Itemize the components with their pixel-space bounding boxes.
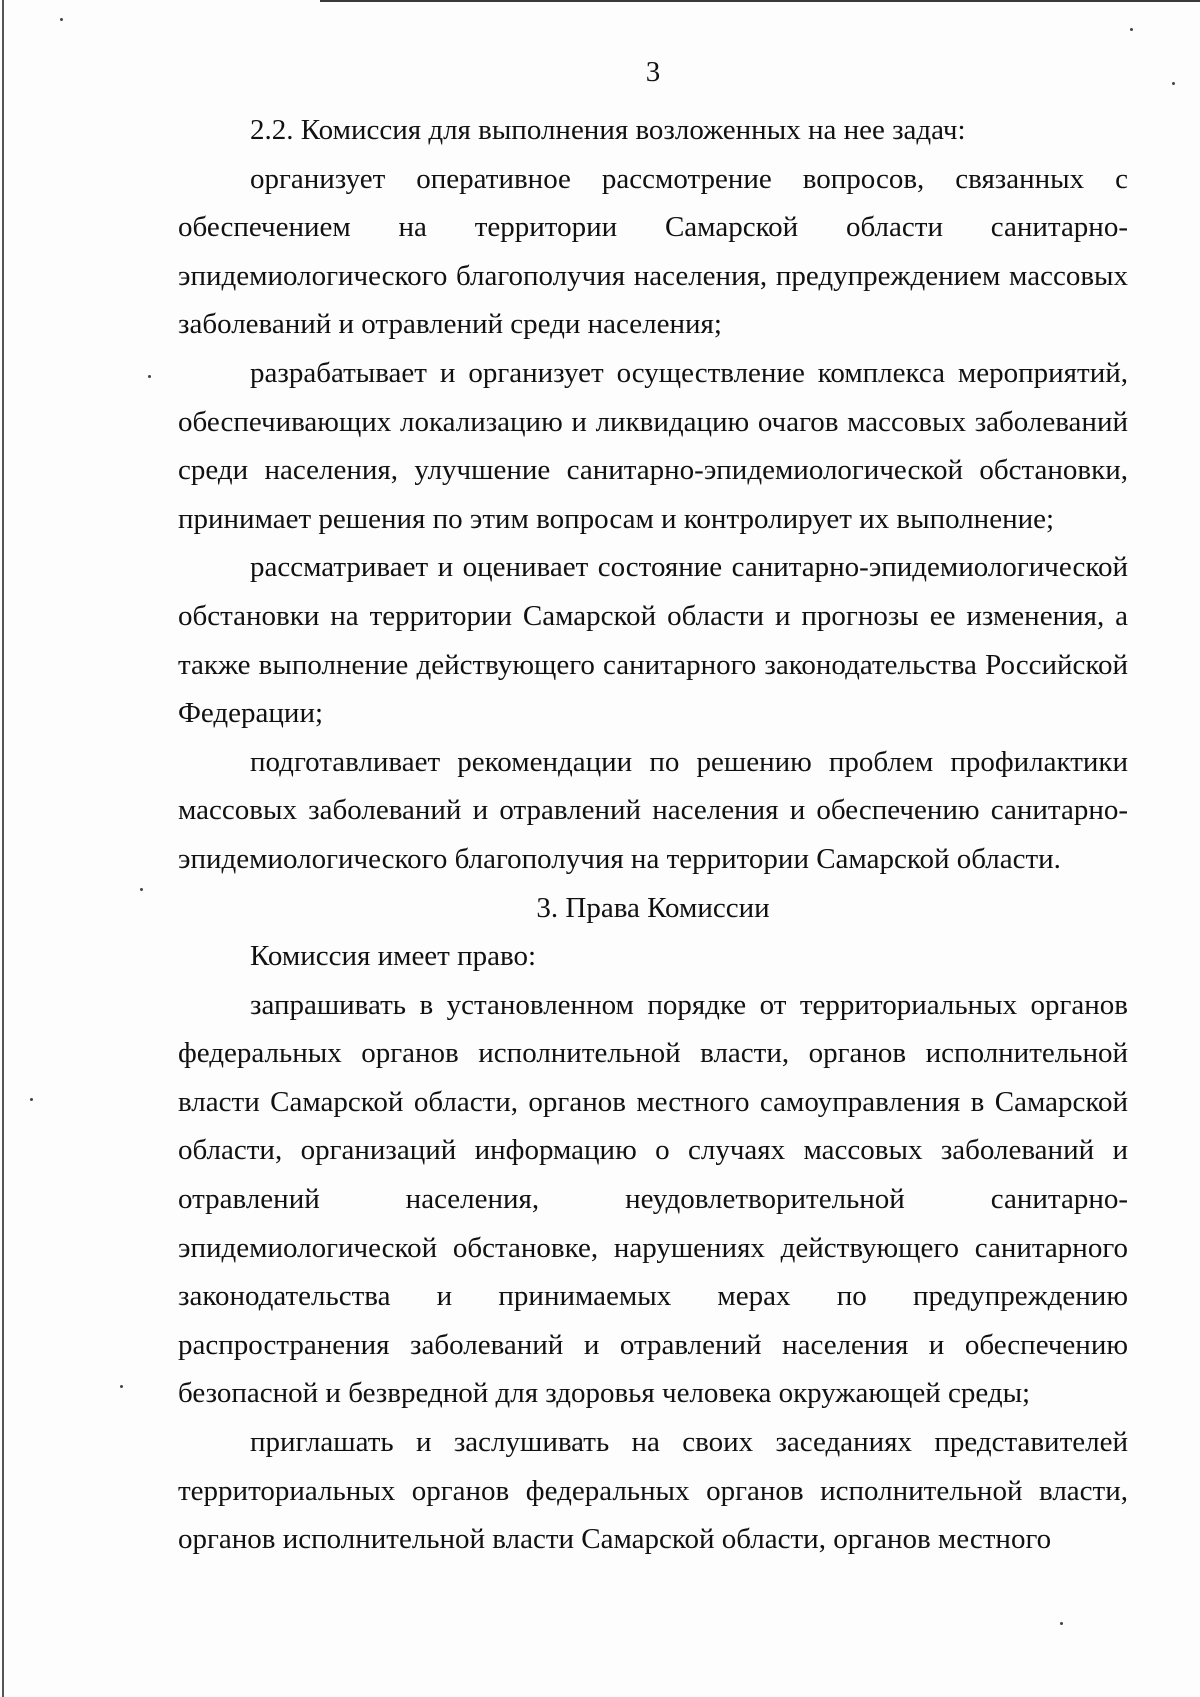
scan-speck <box>30 1098 33 1101</box>
scan-speck <box>1130 28 1133 31</box>
scan-top-edge <box>320 0 1200 2</box>
document-body <box>178 106 1128 1564</box>
paragraph-2-2: 2.2. Комиссия для выполнения возложенных на нее задач: <box>250 114 966 146</box>
scan-speck <box>1172 82 1175 85</box>
scan-speck <box>140 888 143 891</box>
paragraph-develops: разрабатывает и организует осуществление комплекса мероприятий, обеспечивающих локализацию и ликвидацию очагов массовых заболеваний среди населения, улучшение санитарно-эпидемиологической обстановки, принимает решения по этим вопросам и контролирует их выполнение; <box>178 356 1128 535</box>
scan-speck <box>148 375 151 378</box>
paragraph-invite: приглашать и заслушивать на своих заседаниях представителей территориальных органов федеральных органов исполнительной власти, органов исполнительной власти Самарской области, органов местного <box>178 1426 1128 1556</box>
paragraph-commission-right: Комиссия имеет право: <box>250 940 537 973</box>
page-number: 3 <box>645 56 661 88</box>
scan-speck <box>60 18 63 21</box>
paragraph-reviews: рассматривает и оценивает состояние санитарно-эпидемиологической обстановки на территории Самарской области и прогнозы ее изменения, а также выполнение действующего санитарного законодательства Российской Федерации; <box>178 551 1128 730</box>
scan-speck <box>1060 1622 1063 1625</box>
scan-speck <box>120 1385 123 1388</box>
paragraph-organizes: организует оперативное рассмотрение вопросов, связанных с обеспечением на территории Самарской области санитарно-эпидемиологического благополучия населения, предупреждением массовых заболеваний и отравлений среди населения; <box>178 162 1128 341</box>
scan-left-edge <box>2 0 4 1697</box>
section-heading: 3. Права Комиссии <box>536 891 770 924</box>
paragraph-prepares: подготавливает рекомендации по решению проблем профилактики массовых заболеваний и отравлений населения и обеспечению санитарно-эпидемиологического благополучия на территории Самарской области. <box>178 745 1128 875</box>
paragraph-request-info: запрашивать в установленном порядке от территориальных органов федеральных органов исполнительной власти, органов исполнительной власти Самарской области, органов местного самоуправления в Самарской области, организаций информацию о случаях массовых заболеваний и отравлений населения, неудовлетворительной санитарно-эпидемиологической обстановке, нарушениях действующего санитарного законодательства и принимаемых мерах по предупреждению распространения заболеваний и отравлений населения и обеспечению безопасной и безвредной для здоровья человека окружающей среды; <box>178 988 1128 1410</box>
